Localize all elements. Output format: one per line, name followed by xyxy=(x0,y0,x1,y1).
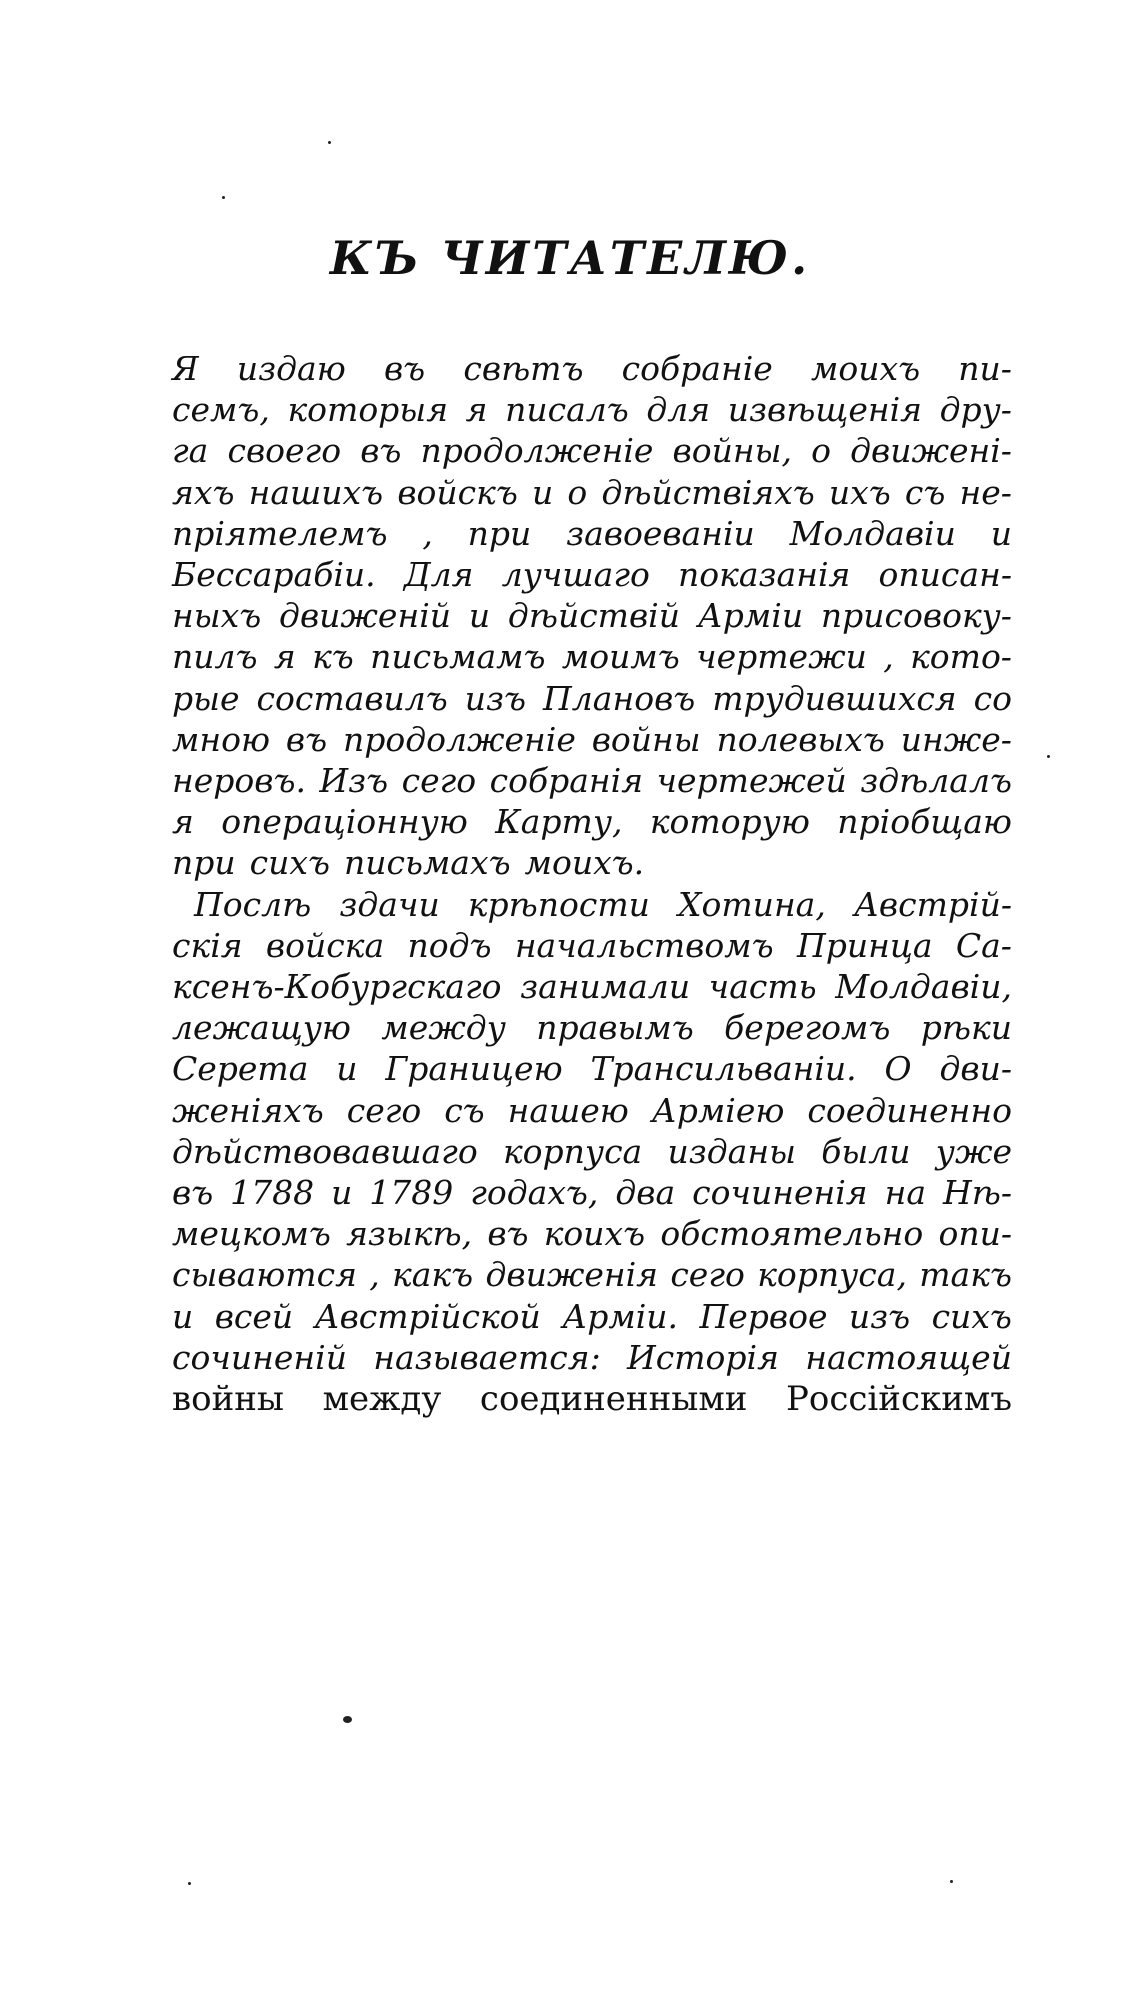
word: Арміею xyxy=(651,1091,785,1130)
text-line xyxy=(172,1211,1012,1257)
word: здачи xyxy=(339,885,440,924)
word: соединенно xyxy=(807,1091,1012,1130)
text-line xyxy=(172,470,1012,516)
word: и xyxy=(172,1297,194,1336)
word: показанія xyxy=(678,555,851,594)
text-line xyxy=(172,511,1012,557)
word: правымъ xyxy=(536,1008,694,1047)
word: обстоятельно xyxy=(660,1214,924,1253)
word: Нѣ- xyxy=(942,1173,1012,1212)
text-line xyxy=(172,1335,1012,1381)
word: Принца xyxy=(796,926,933,965)
ink-speck xyxy=(328,141,331,144)
word: въ xyxy=(487,1214,529,1253)
word: дѣйствовавшаго xyxy=(172,1132,478,1171)
text-line xyxy=(172,552,1012,598)
text-line xyxy=(172,1294,1012,1340)
word: корпуса, xyxy=(757,1255,907,1294)
ink-speck xyxy=(188,1882,191,1885)
ink-speck xyxy=(1047,755,1050,758)
word: которую xyxy=(649,802,810,841)
word: къ xyxy=(312,637,354,676)
word: сочиненій xyxy=(172,1338,347,1377)
word: войскъ xyxy=(397,473,518,512)
word: завоеваніи xyxy=(566,514,755,553)
word: для xyxy=(646,390,711,429)
ink-speck xyxy=(343,1716,352,1723)
word: ныхъ xyxy=(172,596,262,635)
word: неровъ. xyxy=(172,761,306,800)
word: женіяхъ xyxy=(172,1091,324,1130)
word: движеній xyxy=(279,596,452,635)
text-line xyxy=(172,1170,1012,1216)
word: языкѣ, xyxy=(346,1214,473,1253)
text-line xyxy=(172,1252,1012,1298)
word: въ xyxy=(383,349,426,388)
word: и xyxy=(531,473,554,512)
word: Для xyxy=(403,555,474,594)
word: не- xyxy=(959,473,1012,512)
word: Первое xyxy=(699,1297,828,1336)
word: сываются xyxy=(172,1255,357,1294)
word: пріятелемъ xyxy=(172,514,388,553)
word: подъ xyxy=(407,926,492,965)
word: моихъ. xyxy=(524,843,645,882)
word: лучшаго xyxy=(501,555,650,594)
word: Австрійской xyxy=(314,1297,541,1336)
text-line xyxy=(172,964,1012,1010)
word: между xyxy=(381,1008,506,1047)
word: присовоку- xyxy=(820,596,1012,635)
word: трудившихся xyxy=(712,679,957,718)
word: пилъ xyxy=(172,637,258,676)
word: яхъ xyxy=(172,473,235,512)
word: пріобщаю xyxy=(837,802,1012,841)
word: 1788 xyxy=(230,1173,315,1212)
word: опи- xyxy=(938,1214,1012,1253)
word: сего xyxy=(346,1091,422,1130)
ink-speck xyxy=(222,196,225,199)
word: га xyxy=(172,431,209,470)
word: я xyxy=(172,802,194,841)
text-line xyxy=(172,428,1012,474)
word: движені- xyxy=(850,431,1012,470)
word: 1789 xyxy=(369,1173,454,1212)
ink-speck xyxy=(950,1880,953,1883)
word: и xyxy=(990,514,1012,553)
word: при xyxy=(467,514,532,553)
word: чертежей xyxy=(656,761,847,800)
word: я xyxy=(273,637,296,676)
word: Плановъ xyxy=(543,679,696,718)
text-line xyxy=(172,1376,1012,1422)
word: Молдавіи, xyxy=(835,967,1012,1006)
word: Арміи xyxy=(697,596,804,635)
word: свѣтъ xyxy=(463,349,584,388)
word: войска xyxy=(265,926,385,965)
text-line xyxy=(172,758,1012,804)
word: уже xyxy=(935,1132,1012,1171)
text-line xyxy=(172,1129,1012,1175)
word: продолженіе xyxy=(342,720,576,759)
word: начальствомъ xyxy=(514,926,774,965)
word: Послѣ xyxy=(194,885,312,924)
word: о xyxy=(567,473,588,512)
word: Австрій- xyxy=(853,885,1012,924)
text-line xyxy=(172,717,1012,763)
word: дѣйствіяхъ xyxy=(601,473,815,512)
word: собраніе xyxy=(621,349,773,388)
word: войны xyxy=(172,1379,284,1419)
word: здѣлалъ xyxy=(860,761,1012,800)
word: занимали xyxy=(520,967,691,1006)
word: кото- xyxy=(910,637,1012,676)
word: составилъ xyxy=(256,679,448,718)
text-line xyxy=(172,882,1012,928)
word: называется: xyxy=(373,1338,601,1377)
page-title: КЪ ЧИТАТЕЛЮ. xyxy=(329,231,811,285)
word: описан- xyxy=(878,555,1012,594)
word: два xyxy=(615,1173,676,1212)
word: на xyxy=(884,1173,926,1212)
text-line xyxy=(172,923,1012,969)
text-line xyxy=(172,346,1012,392)
word: въ xyxy=(360,431,402,470)
word: издаю xyxy=(236,349,346,388)
word: Арміи. xyxy=(562,1297,679,1336)
word: сего xyxy=(670,1255,745,1294)
word: сочиненія xyxy=(692,1173,868,1212)
word: моихъ xyxy=(811,349,921,388)
word: рые xyxy=(172,679,240,718)
word: и xyxy=(468,596,491,635)
word: письмамъ xyxy=(370,637,546,676)
word: писалъ xyxy=(505,390,629,429)
word: движенія xyxy=(485,1255,659,1294)
word: соединенными xyxy=(479,1379,748,1419)
word: въ xyxy=(285,720,328,759)
word: въ xyxy=(172,1173,214,1212)
word: часть xyxy=(708,967,817,1006)
word: О xyxy=(884,1049,912,1088)
word: настоящей xyxy=(805,1338,1012,1377)
word: собранія xyxy=(489,761,644,800)
word: и xyxy=(336,1049,358,1088)
word: своего xyxy=(227,431,342,470)
word: коихъ xyxy=(543,1214,646,1253)
word: семъ, xyxy=(172,390,270,429)
word: ихъ xyxy=(828,473,891,512)
word: Карту, xyxy=(495,802,623,841)
text-line xyxy=(172,799,1012,845)
word: такъ xyxy=(919,1255,1012,1294)
word: ксенъ-Кобургскаго xyxy=(172,967,502,1006)
word: какъ xyxy=(392,1255,474,1294)
word: Россійскимъ xyxy=(786,1379,1012,1419)
word: пи- xyxy=(958,349,1012,388)
word: рѣки xyxy=(920,1008,1012,1047)
word: всей xyxy=(214,1297,294,1336)
word: сего xyxy=(401,761,477,800)
word: Границею xyxy=(385,1049,563,1088)
word: дѣйствій xyxy=(507,596,680,635)
text-line xyxy=(172,840,1012,886)
word: операціонную xyxy=(221,802,468,841)
word: мецкомъ xyxy=(172,1214,331,1253)
word: были xyxy=(821,1132,911,1171)
word: берегомъ xyxy=(724,1008,891,1047)
text-line xyxy=(172,634,1012,680)
word: годахъ, xyxy=(470,1173,599,1212)
word: Молдавіи xyxy=(789,514,956,553)
word: войны, xyxy=(672,431,792,470)
word: и xyxy=(331,1173,353,1212)
word: скія xyxy=(172,926,243,965)
word: извѣщенія xyxy=(727,390,923,429)
word: Са- xyxy=(955,926,1012,965)
text-line xyxy=(172,593,1012,639)
word: съ xyxy=(904,473,946,512)
word: сихъ xyxy=(931,1297,1012,1336)
word: Трансильваніи. xyxy=(590,1049,857,1088)
word: которыя xyxy=(287,390,449,429)
word: изъ xyxy=(848,1297,911,1336)
word: нашихъ xyxy=(248,473,384,512)
word: полевыхъ xyxy=(716,720,885,759)
word: со xyxy=(973,679,1012,718)
word: дру- xyxy=(939,390,1012,429)
word: Серета xyxy=(172,1049,309,1088)
text-line xyxy=(172,1088,1012,1134)
word: я xyxy=(465,390,488,429)
word: съ xyxy=(444,1091,485,1130)
word: Бессарабіи. xyxy=(172,555,376,594)
word: между xyxy=(322,1379,442,1419)
word: письмахъ xyxy=(343,843,511,882)
word: Исторія xyxy=(627,1338,779,1377)
word: нашею xyxy=(507,1091,629,1130)
word: войны xyxy=(591,720,701,759)
word: чертежи xyxy=(696,637,867,676)
word: о xyxy=(811,431,831,470)
word: лежащую xyxy=(172,1008,351,1047)
text-line xyxy=(172,676,1012,722)
word: мною xyxy=(172,720,271,759)
word: корпуса xyxy=(502,1132,643,1171)
text-line xyxy=(172,387,1012,433)
word: Хотина, xyxy=(678,885,826,924)
word: Я xyxy=(172,349,199,388)
word: изданы xyxy=(667,1132,796,1171)
word: , xyxy=(883,637,894,676)
text-line xyxy=(172,1005,1012,1051)
word: продолженіе xyxy=(420,431,654,470)
word: Изъ xyxy=(319,761,389,800)
word: , xyxy=(422,514,433,553)
text-line xyxy=(172,1046,1012,1092)
word: крѣпости xyxy=(467,885,650,924)
word: моимъ xyxy=(561,637,680,676)
word: при xyxy=(172,843,236,882)
word: дви- xyxy=(939,1049,1012,1088)
word: , xyxy=(369,1255,380,1294)
word: сихъ xyxy=(249,843,330,882)
word: изъ xyxy=(464,679,527,718)
word: инже- xyxy=(900,720,1012,759)
